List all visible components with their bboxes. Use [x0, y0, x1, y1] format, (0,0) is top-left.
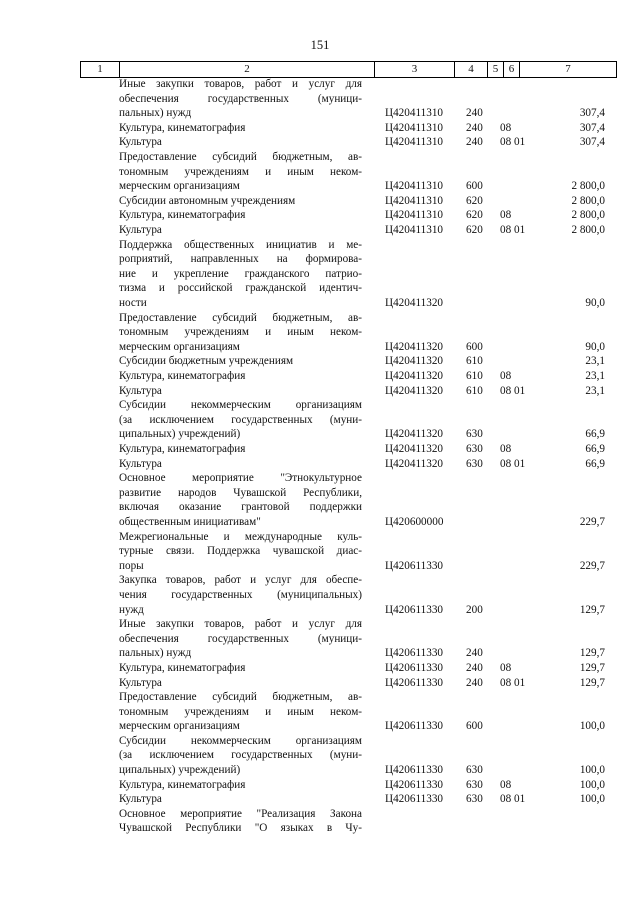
table-row [0, 792, 640, 807]
row-name-line: Основное мероприятие "Этнокультурное [119, 472, 362, 485]
row-expense-type: 610 [466, 369, 483, 382]
row-name [119, 223, 362, 238]
row-name-line: чения государственных (муниципальных) [119, 588, 362, 601]
table-row [0, 238, 640, 311]
table-row [0, 690, 640, 734]
row-name-line: Предоставление субсидий бюджетным, ав- [119, 691, 362, 704]
row-code: Ц420411320 [385, 428, 444, 441]
row-name-line: Субсидии автономным учреждениям [119, 194, 296, 207]
row-amount: 129,7 [579, 603, 605, 616]
row-name [119, 778, 362, 793]
row-name [119, 457, 362, 472]
table-row [0, 369, 640, 384]
table-row [0, 208, 640, 223]
row-name-line: тизма и российской гражданской идентич- [119, 282, 362, 295]
row-name-line: Культура [119, 136, 162, 149]
row-name-line: Культура, кинематография [119, 661, 246, 674]
table-body [0, 77, 640, 836]
table-row [0, 734, 640, 778]
row-expense-type: 240 [466, 107, 483, 120]
row-name [119, 530, 362, 574]
row-name-line: Чувашской Республики "О языках в Чу- [119, 822, 362, 835]
header-col-2: 2 [119, 62, 374, 77]
row-name [119, 734, 362, 778]
row-name [119, 617, 362, 661]
row-expense-type: 620 [466, 209, 483, 222]
row-code: Ц420411320 [385, 340, 444, 353]
row-name [119, 208, 362, 223]
row-name-line: роприятий, направленных на формирова- [119, 253, 362, 266]
row-name [119, 384, 362, 399]
row-name-line: Культура [119, 223, 162, 236]
row-code: Ц420411310 [385, 136, 444, 149]
table-row [0, 573, 640, 617]
row-expense-type: 240 [466, 676, 483, 689]
row-name [119, 690, 362, 734]
row-name-line: пальных) нужд [119, 647, 192, 660]
table-row [0, 676, 640, 691]
table-row [0, 135, 640, 150]
row-name-line: (за исключением государственных (муни- [119, 413, 362, 426]
row-amount: 23,1 [585, 369, 605, 382]
row-name-line: Закупка товаров, работ и услуг для обеспе- [119, 574, 362, 587]
row-name-line: тономным учреждениям и иным неком- [119, 165, 362, 178]
header-col-5: 5 [487, 62, 503, 77]
row-name-line: общественным инициативам" [119, 515, 261, 528]
row-code: Ц420411320 [385, 442, 444, 455]
row-name [119, 135, 362, 150]
row-code: Ц420611330 [385, 559, 444, 572]
row-code: Ц420411310 [385, 209, 444, 222]
row-name [119, 661, 362, 676]
row-section: 08 [500, 442, 512, 455]
row-expense-type: 240 [466, 661, 483, 674]
row-name-line: ности [119, 296, 147, 309]
row-amount: 66,9 [585, 428, 605, 441]
table-row [0, 121, 640, 136]
row-expense-type: 620 [466, 194, 483, 207]
row-name [119, 369, 362, 384]
row-section: 08 01 [500, 457, 526, 470]
row-name-line: развитие народов Чувашской Республики, [119, 486, 362, 499]
row-name-line: Культура [119, 384, 162, 397]
row-name-line: Предоставление субсидий бюджетным, ав- [119, 150, 362, 163]
row-name-line: пальных) нужд [119, 107, 192, 120]
row-name-line: ципальных) учреждений) [119, 428, 241, 441]
row-name [119, 442, 362, 457]
row-code: Ц420611330 [385, 764, 444, 777]
row-amount: 129,7 [579, 647, 605, 660]
row-expense-type: 630 [466, 442, 483, 455]
row-amount: 307,4 [579, 107, 605, 120]
row-name [119, 311, 362, 355]
row-name [119, 398, 362, 442]
row-name-line: Культура [119, 793, 162, 806]
row-code: Ц420411310 [385, 180, 444, 193]
row-name-line: Культура [119, 457, 162, 470]
table-row [0, 661, 640, 676]
row-expense-type: 630 [466, 764, 483, 777]
row-amount: 129,7 [579, 661, 605, 674]
row-name-line: (за исключением государственных (муни- [119, 749, 362, 762]
row-name-line: Культура, кинематография [119, 121, 246, 134]
row-code: Ц420411310 [385, 121, 444, 134]
row-section: 08 [500, 369, 512, 382]
table-row [0, 194, 640, 209]
row-section: 08 [500, 209, 512, 222]
row-name-line: Культура, кинематография [119, 778, 246, 791]
row-amount: 2 800,0 [571, 223, 605, 236]
row-amount: 100,0 [579, 778, 605, 791]
row-expense-type: 630 [466, 778, 483, 791]
table-row [0, 457, 640, 472]
row-name-line: Субсидии некоммерческим организациям [119, 734, 362, 747]
row-code: Ц420411310 [385, 194, 444, 207]
row-code: Ц420411320 [385, 457, 444, 470]
row-name-line: включая оказание грантовой поддержки [119, 501, 362, 514]
row-expense-type: 600 [466, 180, 483, 193]
row-amount: 100,0 [579, 793, 605, 806]
table-row [0, 150, 640, 194]
row-name-line: обеспечения государственных (муници- [119, 632, 362, 645]
row-code: Ц420611330 [385, 720, 444, 733]
row-amount: 66,9 [585, 457, 605, 470]
row-expense-type: 610 [466, 355, 483, 368]
row-amount: 2 800,0 [571, 209, 605, 222]
row-amount: 90,0 [585, 296, 605, 309]
row-name-line: тономным учреждениям и иным неком- [119, 705, 362, 718]
page-number: 151 [310, 38, 330, 52]
row-name-line: тономным учреждениям и иным неком- [119, 326, 362, 339]
table-row [0, 77, 640, 121]
row-name-line: мерческим организациям [119, 340, 240, 353]
table-row [0, 617, 640, 661]
row-code: Ц420611330 [385, 661, 444, 674]
header-col-6: 6 [503, 62, 519, 77]
row-name-line: ципальных) учреждений) [119, 764, 241, 777]
row-amount: 23,1 [585, 355, 605, 368]
row-section: 08 01 [500, 793, 526, 806]
row-expense-type: 240 [466, 647, 483, 660]
row-name [119, 77, 362, 121]
row-name-line: обеспечения государственных (муници- [119, 92, 362, 105]
header-col-1: 1 [80, 62, 119, 77]
row-name [119, 194, 362, 209]
row-expense-type: 610 [466, 384, 483, 397]
row-amount: 66,9 [585, 442, 605, 455]
row-expense-type: 630 [466, 428, 483, 441]
row-section: 08 [500, 121, 512, 134]
table-row [0, 778, 640, 793]
row-name-line: Иные закупки товаров, работ и услуг для [119, 78, 362, 90]
row-code: Ц420411320 [385, 355, 444, 368]
row-code: Ц420411320 [385, 384, 444, 397]
row-name-line: Субсидии некоммерческим организациям [119, 399, 362, 412]
row-name-line: Культура [119, 676, 162, 689]
row-name-line: Основное мероприятие "Реализация Закона [119, 807, 362, 820]
row-section: 08 [500, 778, 512, 791]
row-amount: 307,4 [579, 136, 605, 149]
row-name-line: мерческим организациям [119, 180, 240, 193]
row-amount: 229,7 [579, 559, 605, 572]
row-expense-type: 240 [466, 136, 483, 149]
row-expense-type: 200 [466, 603, 483, 616]
row-name [119, 792, 362, 807]
table-row [0, 398, 640, 442]
row-amount: 23,1 [585, 384, 605, 397]
row-name-line: турные связи. Поддержка чувашской диас- [119, 545, 362, 558]
row-name [119, 150, 362, 194]
row-name-line: Культура, кинематография [119, 442, 246, 455]
row-name [119, 807, 362, 836]
table-row [0, 442, 640, 457]
row-name [119, 354, 362, 369]
row-expense-type: 240 [466, 121, 483, 134]
table-row [0, 807, 640, 836]
row-code: Ц420600000 [385, 515, 444, 528]
row-code: Ц420411320 [385, 296, 444, 309]
row-amount: 129,7 [579, 676, 605, 689]
row-section: 08 01 [500, 384, 526, 397]
table-row [0, 223, 640, 238]
row-code: Ц420611330 [385, 647, 444, 660]
row-amount: 307,4 [579, 121, 605, 134]
table-row [0, 311, 640, 355]
row-expense-type: 600 [466, 720, 483, 733]
row-expense-type: 630 [466, 793, 483, 806]
row-code: Ц420611330 [385, 603, 444, 616]
row-amount: 2 800,0 [571, 194, 605, 207]
table-row [0, 384, 640, 399]
table-row [0, 471, 640, 529]
row-amount: 229,7 [579, 515, 605, 528]
row-expense-type: 620 [466, 223, 483, 236]
row-name-line: Поддержка общественных инициатив и ме- [119, 238, 362, 251]
row-name [119, 573, 362, 617]
table-row [0, 354, 640, 369]
row-section: 08 01 [500, 223, 526, 236]
header-col-4: 4 [454, 62, 487, 77]
row-name [119, 471, 362, 529]
row-name-line: Субсидии бюджетным учреждениям [119, 355, 294, 368]
row-name-line: Предоставление субсидий бюджетным, ав- [119, 311, 362, 324]
row-amount: 90,0 [585, 340, 605, 353]
row-section: 08 01 [500, 136, 526, 149]
row-section: 08 [500, 661, 512, 674]
row-code: Ц420611330 [385, 778, 444, 791]
row-code: Ц420411310 [385, 223, 444, 236]
row-code: Ц420411320 [385, 369, 444, 382]
row-name [119, 238, 362, 311]
row-name-line: мерческим организациям [119, 720, 240, 733]
table-header [80, 61, 617, 78]
row-code: Ц420611330 [385, 793, 444, 806]
row-section: 08 01 [500, 676, 526, 689]
row-expense-type: 630 [466, 457, 483, 470]
header-col-7: 7 [519, 62, 617, 77]
row-name-line: ние и укрепление гражданского патрио- [119, 267, 362, 280]
row-code: Ц420611330 [385, 676, 444, 689]
row-name [119, 121, 362, 136]
table-row [0, 530, 640, 574]
row-name-line: Культура, кинематография [119, 369, 246, 382]
row-name-line: нужд [119, 603, 144, 616]
row-amount: 100,0 [579, 764, 605, 777]
row-expense-type: 600 [466, 340, 483, 353]
row-name-line: поры [119, 559, 144, 572]
row-code: Ц420411310 [385, 107, 444, 120]
row-name [119, 676, 362, 691]
row-amount: 2 800,0 [571, 180, 605, 193]
row-amount: 100,0 [579, 720, 605, 733]
row-name-line: Межрегиональные и международные куль- [119, 530, 362, 543]
header-col-3: 3 [374, 62, 454, 77]
row-name-line: Культура, кинематография [119, 209, 246, 222]
row-name-line: Иные закупки товаров, работ и услуг для [119, 618, 362, 631]
